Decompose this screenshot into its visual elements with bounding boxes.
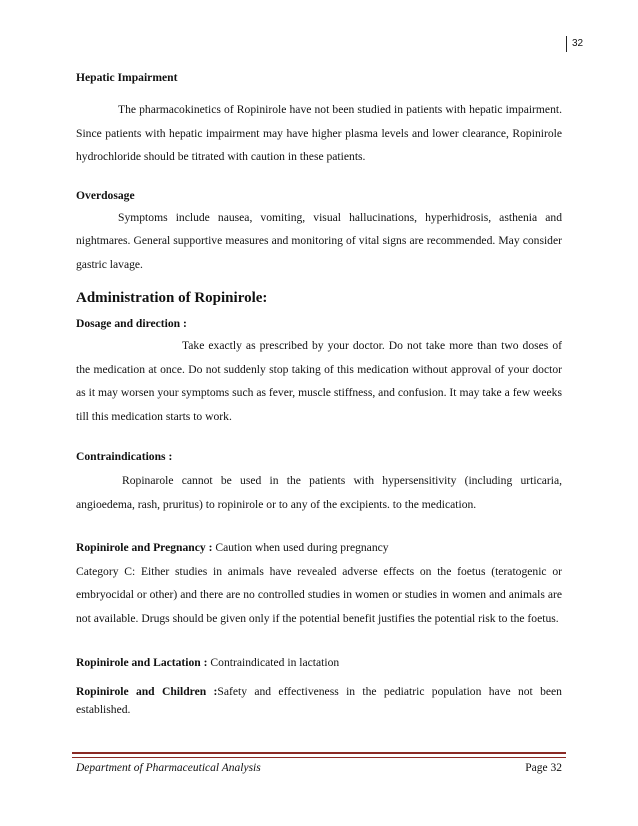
- pregnancy-line: [76, 536, 562, 560]
- children-inline-text: Safety and effectiveness in the pediatric population have not been established.: [76, 684, 562, 716]
- pregnancy-inline-text: Caution when used during pregnancy: [212, 541, 389, 554]
- hepatic-heading: Hepatic Impairment: [76, 71, 178, 84]
- lactation-line: [76, 651, 562, 675]
- overdosage-paragraph: Symptoms include nausea, vomiting, visual hallucinations, hyperhidrosis, asthenia and nightmares. General supportive measures and monitoring of vital signs are recommended. May consider gastric lavage.: [76, 210, 562, 271]
- footer-divider: [72, 752, 566, 758]
- dosage-paragraph: Take exactly as prescribed by your doctor. Do not take more than two doses of the medication at once. Do not suddenly stop taking of this medication without approval of your doctor as it may worsen your symptoms such as fever, muscle stiffness, and confusion. It may take a few weeks till this medication starts to work.: [76, 339, 562, 423]
- pregnancy-heading: Ropinirole and Pregnancy :: [76, 541, 213, 554]
- administration-heading: Administration of Ropinirole:: [76, 290, 268, 306]
- lactation-heading: Ropinirole and Lactation :: [76, 656, 208, 669]
- pregnancy-paragraph: Category C: Either studies in animals have revealed adverse effects on the foetus (teratogenic or embryocidal or other) and there are no controlled studies in women or studies in women and animals are not available. Drugs should be given only if the potential benefit justifies the potential risk to the foetus.: [76, 564, 562, 625]
- children-heading: Ropinirole and Children :: [76, 684, 218, 698]
- header-page-number: 32: [566, 36, 583, 52]
- children-line: [76, 683, 562, 719]
- page-content: [76, 68, 562, 719]
- overdosage-heading: Overdosage: [76, 188, 135, 202]
- footer-department: Department of Pharmaceutical Analysis: [76, 762, 261, 774]
- dosage-heading: Dosage and direction :: [76, 317, 187, 330]
- hepatic-paragraph: The pharmacokinetics of Ropinirole have not been studied in patients with hepatic impairment. Since patients with hepatic impairment may have higher plasma levels and lower clearance, Ropinirole hydrochloride should be titrated with caution in these patients.: [76, 103, 562, 163]
- contraindications-paragraph: Ropinarole cannot be used in the patients with hypersensitivity (including urticaria, angioedema, rash, pruritus) to ropinirole or to any of the excipients. to the medication.: [76, 474, 562, 511]
- footer-page-label: Page 32: [525, 762, 562, 774]
- contraindications-heading: Contraindications :: [76, 450, 173, 463]
- lactation-inline-text: Contraindicated in lactation: [207, 656, 340, 669]
